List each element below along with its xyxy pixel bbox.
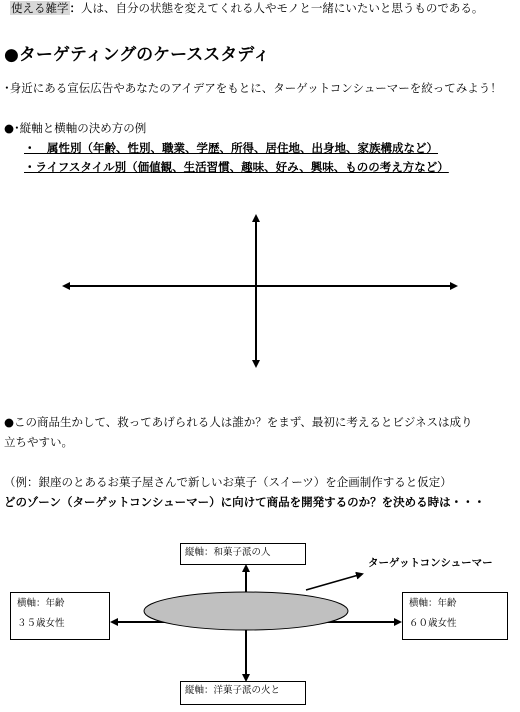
right-axis-label-2: ６０歳女性 bbox=[409, 618, 457, 629]
bottom-axis-label: 縦軸：洋菓子派の火と bbox=[185, 685, 281, 696]
target-zone-ellipse bbox=[144, 592, 348, 630]
axes-example-item-1: ・ 属性別（年齢、性別、職業、学歴、所得、居住地、出身地、家族構成など） bbox=[24, 141, 438, 155]
top-axis-label: 縦軸：和菓子派の人 bbox=[185, 547, 271, 558]
tip-text: 人は、自分の状態を変えてくれる人やモノと一緒にいたいと思うものである。 bbox=[81, 1, 484, 15]
left-axis-label-2: ３５歳女性 bbox=[17, 618, 65, 629]
top-axis-box bbox=[180, 543, 306, 565]
paragraph-line-1: ●この商品生かして、救ってあげられる人は誰か？をまず、最初に考えるとビジネスは成り bbox=[4, 415, 473, 429]
left-axis-box bbox=[10, 592, 110, 640]
axes-example-title: ●･縦軸と横軸の決め方の例 bbox=[4, 121, 147, 135]
page-title: ●ターゲティングのケーススタディ bbox=[4, 45, 270, 65]
tip-label: 使える雑学 bbox=[11, 1, 69, 15]
right-axis-label-1: 横軸：年齢 bbox=[409, 598, 457, 609]
right-axis-box bbox=[402, 592, 508, 640]
intro-text: ･身近にある宣伝広告やあなたのアイデアをもとに、ターゲットコンシューマーを絞ってみよう！ bbox=[4, 81, 502, 95]
tip-colon: ： bbox=[69, 1, 81, 15]
example-text: （例：銀座のとあるお菓子屋さんで新しいお菓子（スイーツ）を企画制作すると仮定） bbox=[4, 475, 452, 489]
axes-example-item-2: ・ライフスタイル別（価値観、生活習慣、趣味、好み、興味、ものの考え方など） bbox=[24, 160, 449, 174]
target-consumer-label: ターゲットコンシューマー bbox=[368, 557, 493, 569]
question-text: どのゾーン（ターゲットコンシューマー）に向けて商品を開発するのか？を決める時は・・・ bbox=[4, 495, 486, 509]
left-axis-label-1: 横軸：年齢 bbox=[17, 598, 65, 609]
bottom-axis-box bbox=[180, 681, 306, 705]
paragraph-line-2: 立ちやすい。 bbox=[4, 435, 73, 449]
target-pointer-arrow bbox=[306, 574, 362, 590]
